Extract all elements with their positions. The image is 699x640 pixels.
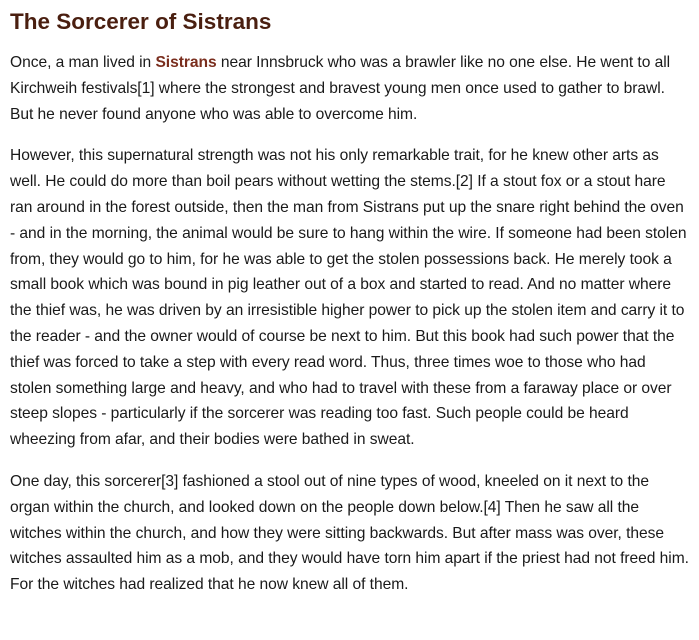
sistrans-link[interactable]: Sistrans	[155, 54, 217, 71]
paragraph-2: However, this supernatural strength was not his only remarkable trait, for he knew other arts as well. He could do more than boil pears without wetting the stems.[2] If a stout fox or a stout hare ran around in the forest outside, then the man from Sistrans put up the snare right behind the oven - and in the morning, the animal would be sure to hang within the wire. If someone had been stolen from, they would go to him, for he was able to get the stolen possessions back. He merely took a small book which was bound in pig leather out of a box and started to read. And no matter where the thief was, he was driven by an irresistible higher power to pick up the stolen item and carry it to the reader - and the owner would of course be next to him. But this book had such power that the thief was forced to take a step with every read word. Thus, three times woe to those who had stolen something large and heavy, and who had to travel with these from a faraway place or over steep slopes - particularly if the sorcerer was reading too fast. Such people could be heard wheezing from afar, and their bodies were bathed in sweat.	[10, 147, 687, 449]
paragraph-3: One day, this sorcerer[3] fashioned a stool out of nine types of wood, kneeled on it next to the organ within the church, and looked down on the people down below.[4] Then he saw all the witches within the church, and how they were sitting backwards. But after mass was over, these witches assaulted him as a mob, and they would have torn him apart if the priest had not freed him. For the witches had realized that he now knew all of them.	[10, 472, 689, 594]
paragraph-1	[10, 50, 689, 127]
paragraph-1-text-before: Once, a man lived in	[10, 54, 156, 71]
page-title: The Sorcerer of Sistrans	[10, 9, 272, 34]
paragraph-1-text-after: near Innsbruck who was a brawler like no one else. He went to all Kirchweih festivals[1] where the strongest and bravest young men once used to gather to brawl. But he never found anyone who was able to overcome him.	[10, 54, 671, 123]
